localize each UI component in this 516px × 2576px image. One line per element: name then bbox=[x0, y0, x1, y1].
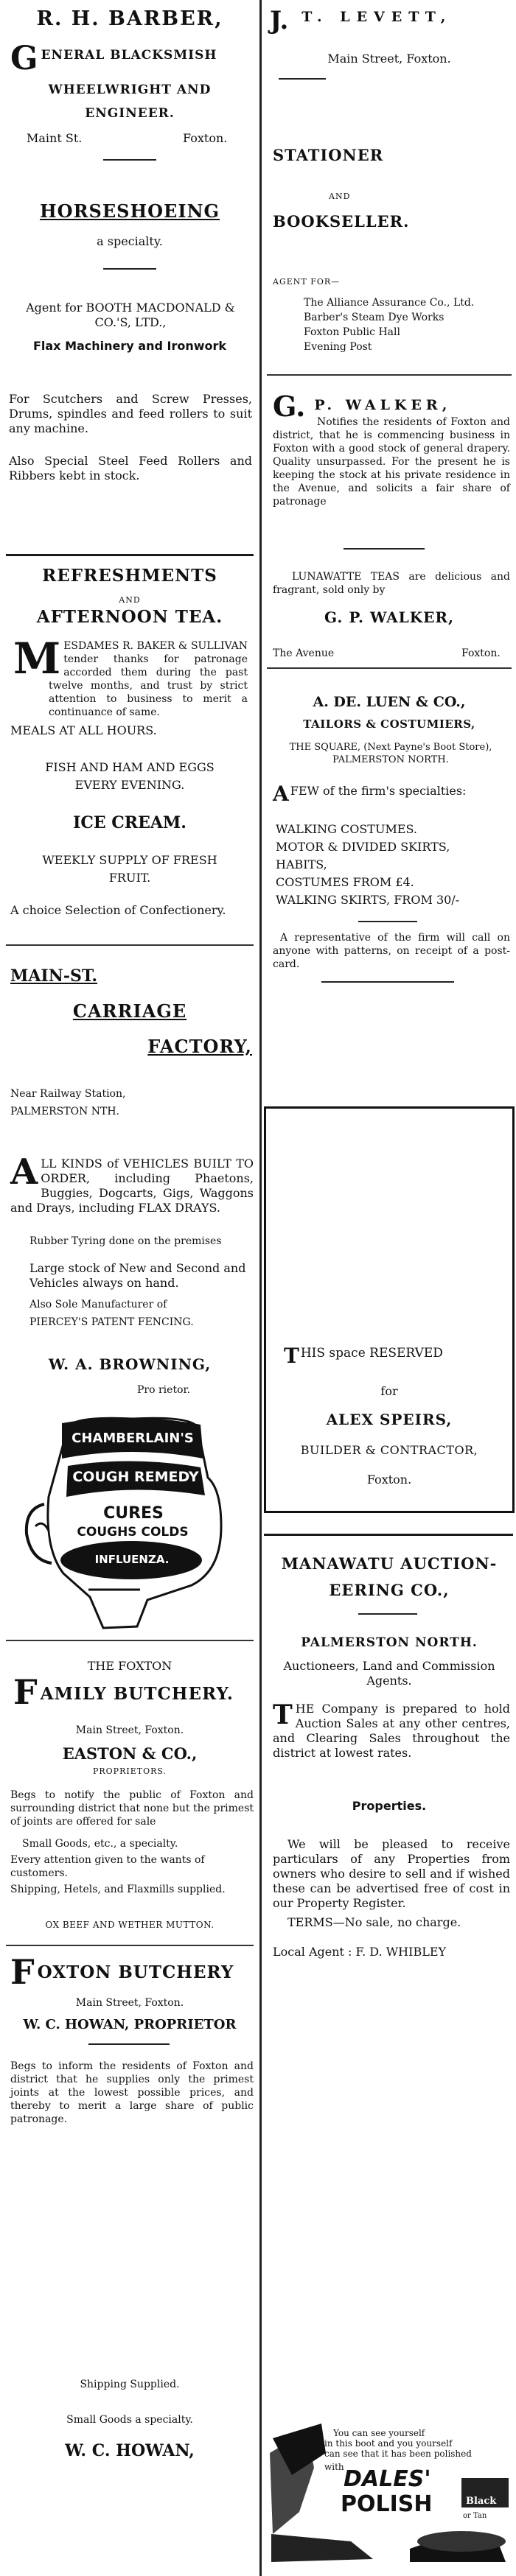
horseshoeing-specialty: a specialty. bbox=[97, 234, 163, 248]
chamberlain-name: CHAMBERLAIN'S bbox=[72, 1431, 194, 1446]
refreshments-weekly: WEEKLY SUPPLY OF FRESH bbox=[42, 853, 217, 867]
levett-stationer: STATIONER bbox=[273, 146, 384, 164]
dales-polish: POLISH bbox=[341, 2491, 433, 2517]
rule bbox=[6, 944, 254, 946]
family-butchery-goods: Small Goods, etc., a specialty. bbox=[22, 1838, 178, 1850]
speirs-trade: BUILDER & CONTRACTOR, bbox=[300, 1443, 478, 1457]
manawatu-town: PALMERSTON NORTH. bbox=[301, 1635, 478, 1650]
family-butchery-beef: OX BEEF AND WETHER MUTTON. bbox=[45, 1920, 215, 1930]
walker-initial: G. bbox=[273, 390, 306, 423]
carriage-body: LL KINDS of VEHICLES BUILT TO ORDER, including Phaetons, Buggies, Dogcarts, Gigs, Waggons and Drays, including FLAX DRAYS. bbox=[10, 1157, 254, 1215]
refreshments-choice: A choice Selection of Confectionery. bbox=[10, 903, 226, 917]
carriage-tyring: Rubber Tyring done on the premises bbox=[29, 1235, 222, 1247]
manawatu-local: Local Agent : F. D. WHIBLEY bbox=[273, 1945, 447, 1959]
levett-agent-for: AGENT FOR— bbox=[273, 277, 341, 287]
family-butchery-text: Begs to notify the public of Foxton and surrounding district that none but the primest of joints are offered for sale bbox=[10, 1789, 254, 1828]
barber-address: Maint St. bbox=[27, 131, 83, 145]
barber-line1: ENERAL BLACKSMISH bbox=[41, 48, 217, 63]
chamberlain-ad bbox=[0, 1416, 259, 1634]
deluen-rep: A representative of the firm will call on anyone with patterns, on receipt of a post-card. bbox=[273, 932, 510, 970]
family-butchery-ad bbox=[0, 1640, 259, 2160]
horseshoeing-heading: HORSESHOEING bbox=[39, 200, 220, 222]
barber-dropcap: G bbox=[10, 40, 38, 77]
chamberlain-remedy: COUGH REMEDY bbox=[72, 1469, 199, 1485]
walker-text: Notifies the residents of Foxton and district, that he is commencing business in Foxton with a good stock of general drapery. Quality unsurpassed. For the present he is keeping the stock at his private residence in the Avenue, and solicits a fair share of patronage bbox=[273, 416, 510, 508]
walker-town: Foxton. bbox=[461, 647, 501, 659]
carriage-main: MAIN-ST. bbox=[10, 966, 98, 986]
deluen-item-4: WALKING SKIRTS, FROM 30/- bbox=[276, 893, 460, 907]
carriage-town: PALMERSTON NTH. bbox=[10, 1106, 119, 1117]
barber-flax: Flax Machinery and Ironwork bbox=[32, 339, 227, 353]
carriage-ad bbox=[0, 953, 259, 1410]
deluen-item-2: HABITS, bbox=[276, 857, 327, 871]
divider bbox=[358, 921, 417, 922]
deluen-intro: FEW of the firm's specialties: bbox=[290, 784, 467, 798]
refreshments-meals: MEALS AT ALL HOURS. bbox=[10, 723, 157, 737]
family-butchery-title-row bbox=[13, 1672, 257, 1712]
manawatu-ad bbox=[262, 1513, 516, 2382]
column-divider bbox=[259, 0, 262, 2576]
carriage-text bbox=[10, 1151, 254, 1215]
dales-tan: or Tan bbox=[463, 2512, 487, 2520]
manawatu-terms: TERMS—No sale, no charge. bbox=[287, 1915, 461, 1929]
foxton-butchery-title-row bbox=[10, 1952, 254, 1992]
barber-rollers: Also Special Steel Feed Rollers and Ribbers kebt in stock. bbox=[9, 454, 252, 482]
rule bbox=[264, 1534, 513, 1536]
dales-with: with bbox=[324, 2462, 344, 2472]
family-butchery-street: Main Street, Foxton. bbox=[75, 1724, 184, 1736]
walker-name: P. WALKER, bbox=[314, 397, 452, 413]
deluen-item-0: WALKING COSTUMES. bbox=[276, 822, 417, 836]
deluen-address: THE SQUARE, (Next Payne's Boot Store), PALMERSTON NORTH. bbox=[289, 742, 492, 765]
family-butchery-firm: EASTON & CO., bbox=[62, 1744, 198, 1763]
manawatu-title-2: EERING CO., bbox=[329, 1581, 450, 1599]
dales-black: Black bbox=[466, 2496, 497, 2507]
dales-brand: DALES' bbox=[344, 2466, 431, 2492]
dales-line-2: in this boot and you yourself bbox=[324, 2438, 453, 2449]
speirs-ad bbox=[264, 1106, 515, 1513]
deluen-item-3: COSTUMES FROM £4. bbox=[276, 875, 414, 889]
barber-town: Foxton. bbox=[183, 131, 228, 145]
right-column bbox=[262, 0, 516, 2576]
refreshments-ice-cream: ICE CREAM. bbox=[73, 813, 186, 832]
rule bbox=[6, 1640, 254, 1641]
walker-ad bbox=[262, 389, 516, 560]
levett-title-row bbox=[270, 6, 513, 35]
deluen-ad bbox=[262, 673, 516, 1096]
carriage-near: Near Railway Station, bbox=[10, 1088, 126, 1100]
foxton-butchery-footer bbox=[0, 2160, 259, 2576]
levett-ad bbox=[262, 0, 516, 457]
foxton-butchery-prop: W. C. HOWAN, PROPRIETOR bbox=[23, 2017, 237, 2032]
family-butchery-attention: Every attention given to the wants of customers. bbox=[10, 1854, 205, 1879]
carriage-also: Also Sole Manufacturer of bbox=[29, 1299, 167, 1310]
chamberlain-cures: CURES bbox=[103, 1504, 164, 1523]
walker-teas: LUNAWATTE TEAS are delicious and fragrant, sold only by bbox=[273, 571, 510, 596]
manawatu-body: HE Company is prepared to hold Auction Sales at any other centres, and Clearing Sales throughout the district at lowest rates. bbox=[273, 1702, 510, 1760]
rule bbox=[267, 374, 512, 376]
refreshments-dropcap: M bbox=[13, 634, 61, 684]
refreshments-evening: EVERY EVENING. bbox=[74, 778, 185, 792]
barber-line3: ENGINEER. bbox=[85, 106, 175, 121]
divider bbox=[103, 268, 156, 270]
carriage-carriage: CARRIAGE bbox=[72, 1000, 187, 1022]
deluen-name: A. DE. LUEN & CO., bbox=[313, 694, 466, 710]
divider bbox=[103, 159, 156, 161]
barber-trade bbox=[10, 40, 254, 77]
walker-avenue: The Avenue bbox=[273, 647, 335, 659]
foxton-butchery-goods: Small Goods a specialty. bbox=[66, 2414, 193, 2426]
chamberlain-flu: INFLUENZA. bbox=[94, 1553, 170, 1566]
walker-teas-ad bbox=[262, 570, 516, 673]
carriage-dropcap: A bbox=[10, 1151, 38, 1193]
carriage-fencing: PIERCEY'S PATENT FENCING. bbox=[29, 1316, 194, 1328]
foxton-butchery-text: Begs to inform the residents of Foxton and district that he supplies only the primest joints at the lowest possible prices, and thereby to merit a large share of public patronage. bbox=[10, 2060, 254, 2125]
barber-scutchers: For Scutchers and Screw Presses, Drums, spindles and feed rollers to suit any machine. bbox=[9, 392, 252, 435]
manawatu-text bbox=[273, 1699, 510, 1761]
divider bbox=[321, 981, 454, 983]
levett-agency-0: The Alliance Assurance Co., Ltd. bbox=[304, 297, 475, 309]
deluen-trade: TAILORS & COSTUMIERS, bbox=[303, 717, 475, 731]
carriage-prop: Pro rietor. bbox=[137, 1384, 191, 1396]
barber-name: R. H. BARBER, bbox=[36, 7, 223, 30]
dales-line-1: You can see yourself bbox=[333, 2428, 425, 2438]
refreshments-body: ESDAMES R. BAKER & SULLIVAN tender thanks for patronage accorded them during the past twelve months, and trust by strict attention to business to merit a continuance of same. bbox=[49, 640, 248, 718]
deluen-item-1: MOTOR & DIVIDED SKIRTS, bbox=[276, 840, 450, 854]
manawatu-dropcap: T bbox=[273, 1699, 293, 1730]
divider bbox=[88, 2043, 170, 2045]
levett-and: AND bbox=[329, 192, 351, 201]
manawatu-props: Properties. bbox=[352, 1799, 427, 1813]
speirs-name: ALEX SPEIRS, bbox=[326, 1411, 453, 1428]
levett-bookseller: BOOKSELLER. bbox=[273, 212, 410, 231]
manawatu-sub: Auctioneers, Land and Commission Agents. bbox=[283, 1659, 495, 1688]
manawatu-props-text: We will be pleased to receive particulars of any Properties from owners who desire to sell and if wished these can be advertised free of cost in our Property Register. bbox=[273, 1837, 510, 1910]
speirs-for: for bbox=[380, 1384, 398, 1398]
foxton-butchery-owner: W. C. HOWAN, bbox=[65, 2441, 195, 2460]
foxton-butchery-street: Main Street, Foxton. bbox=[75, 1997, 184, 2009]
deluen-intro-row bbox=[273, 784, 509, 804]
foxton-butchery-shipping: Shipping Supplied. bbox=[80, 2379, 180, 2390]
refreshments-text bbox=[13, 634, 248, 719]
levett-agency-3: Evening Post bbox=[304, 341, 372, 353]
barber-agent: Agent for BOOTH MACDONALD & CO.'S, LTD., bbox=[26, 301, 235, 329]
refreshments-fruit: FRUIT. bbox=[108, 871, 151, 885]
divider bbox=[344, 548, 425, 550]
manawatu-title-1: MANAWATU AUCTION- bbox=[281, 1554, 498, 1573]
carriage-stock: Large stock of New and Second and Vehicles always on hand. bbox=[29, 1261, 246, 1290]
levett-initial: J. bbox=[270, 6, 289, 35]
speirs-line-row bbox=[284, 1346, 505, 1366]
divider bbox=[279, 78, 326, 80]
speirs-dropcap: T bbox=[284, 1344, 299, 1368]
carriage-factory: FACTORY, bbox=[147, 1036, 252, 1057]
barber-ad bbox=[0, 0, 259, 560]
family-butchery-shipping: Shipping, Hetels, and Flaxmills supplied. bbox=[10, 1884, 226, 1895]
family-butchery-title: AMILY BUTCHERY. bbox=[40, 1684, 234, 1704]
speirs-line: HIS space RESERVED bbox=[300, 1346, 443, 1361]
divider bbox=[358, 1613, 417, 1615]
walker-owner: G. P. WALKER, bbox=[324, 608, 454, 626]
family-butchery-dropcap: F bbox=[13, 1672, 38, 1712]
rule bbox=[6, 554, 254, 556]
levett-street: Main Street, Foxton. bbox=[327, 52, 451, 66]
refreshments-and: AND bbox=[119, 595, 141, 605]
rule bbox=[6, 1945, 254, 1946]
refreshments-title: REFRESHMENTS bbox=[42, 566, 217, 586]
family-butchery-props: PROPRIETORS. bbox=[92, 1766, 167, 1776]
dales-line-3: can see that it has been polished bbox=[324, 2449, 472, 2459]
carriage-owner: W. A. BROWNING, bbox=[48, 1355, 212, 1373]
rule bbox=[267, 667, 512, 669]
foxton-butchery-title: OXTON BUTCHERY bbox=[37, 1962, 234, 1982]
barber-line2: WHEELWRIGHT AND bbox=[48, 83, 212, 97]
foxton-butchery-dropcap: F bbox=[10, 1952, 35, 1992]
dales-ad bbox=[262, 2424, 516, 2563]
family-butchery-the: THE FOXTON bbox=[87, 1659, 172, 1673]
deluen-dropcap: A bbox=[273, 782, 289, 806]
chamberlain-and: AND bbox=[123, 1541, 144, 1551]
refreshments-fish: FISH AND HAM AND EGGS bbox=[45, 760, 215, 774]
levett-name: T. LEVETT, bbox=[301, 9, 453, 25]
levett-agency-2: Foxton Public Hall bbox=[304, 326, 400, 338]
levett-agency-1: Barber's Steam Dye Works bbox=[304, 312, 444, 323]
chamberlain-coughs: COUGHS COLDS bbox=[77, 1525, 189, 1540]
speirs-town: Foxton. bbox=[366, 1473, 412, 1487]
refreshments-tea: AFTERNOON TEA. bbox=[36, 607, 223, 627]
